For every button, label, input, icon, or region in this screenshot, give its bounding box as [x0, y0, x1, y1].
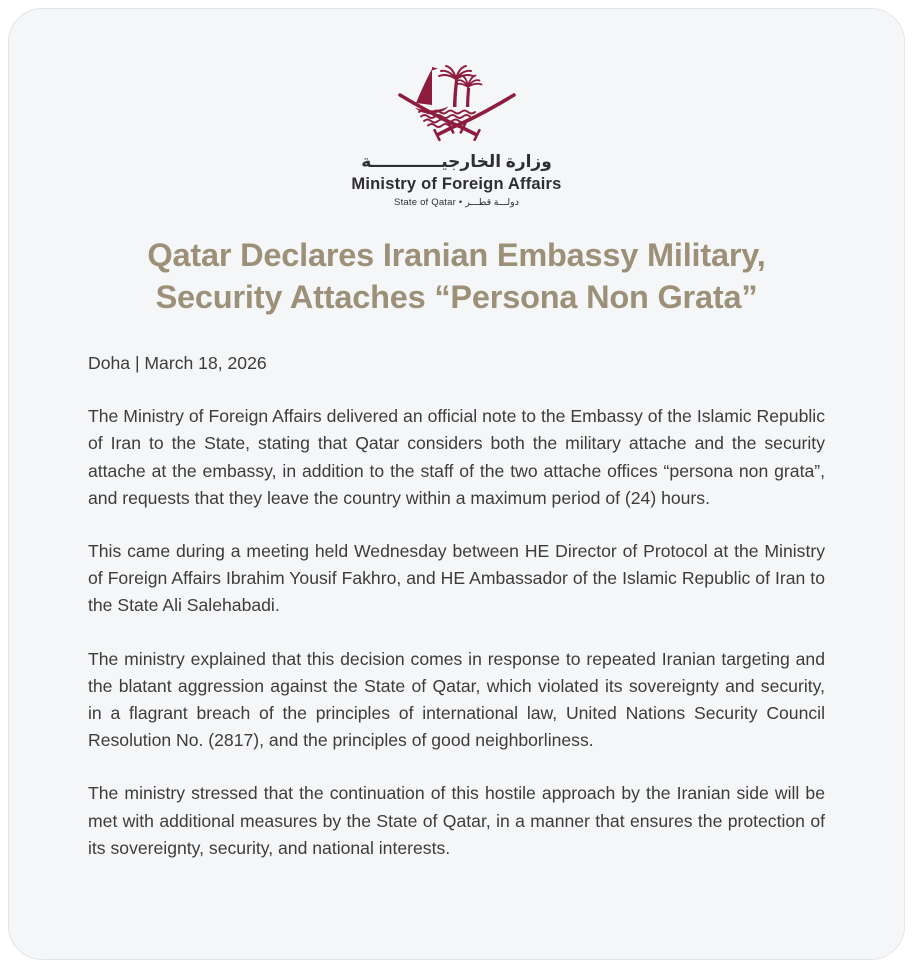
state-of-qatar-line: State of Qatar • دولـــة قطـــر	[394, 197, 519, 208]
article-title-line2: Security Attaches “Persona Non Grata”	[155, 279, 758, 315]
article-body	[9, 350, 904, 862]
paragraph-4: The ministry stressed that the continuation of this hostile approach by the Iranian side will be met with additional measures by the State of Qatar, in a manner that ensures the protection of its sovereignty, security, and national interests.	[88, 783, 825, 858]
ministry-name-arabic: وزارة الخارجيــــــــــــة	[361, 152, 552, 171]
paragraph-2: This came during a meeting held Wednesday between HE Director of Protocol at the Ministry of Foreign Affairs Ibrahim Yousif Fakhro, and HE Ambassador of the Islamic Republic of Iran to the State Ali Salehabadi.	[88, 541, 825, 616]
mofa-header	[9, 9, 904, 208]
dateline: Doha | March 18, 2026	[88, 353, 267, 373]
article-title	[64, 234, 849, 318]
qatar-mofa-emblem	[395, 61, 519, 149]
article-title-line1: Qatar Declares Iranian Embassy Military,	[147, 237, 766, 273]
ministry-name-english: Ministry of Foreign Affairs	[351, 175, 562, 193]
paragraph-1: The Ministry of Foreign Affairs delivered an official note to the Embassy of the Islamic Republic of Iran to the State, stating that Qatar considers both the military attache and the security attache at the embassy, in addition to the staff of the two attache offices “persona non grata”, and requests that they leave the country within a maximum period of (24) hours.	[88, 406, 825, 508]
press-release-card	[8, 8, 905, 960]
paragraph-3: The ministry explained that this decision comes in response to repeated Iranian targeting and the blatant aggression against the State of Qatar, which violated its sovereignty and security, in a flagrant breach of the principles of international law, United Nations Security Council Resolution No. (2817), and the principles of good neighborliness.	[88, 648, 825, 751]
